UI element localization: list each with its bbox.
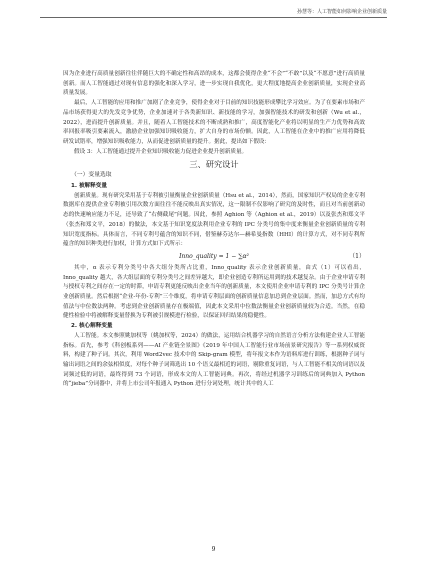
header-rule: [40, 17, 387, 18]
running-header: 孙慧等：人工智能如何影响企业创新质量: [296, 9, 387, 15]
equation-body: Inno_quality = 1 − ∑α²: [179, 252, 249, 260]
equation: [63, 250, 365, 264]
paragraph: 创新质量。现有研究采用基于专利被引量衡量企业创新质量（Hsu et al.，2014），然而，国家知识产权局的企业专利数据库在提供企业专利被引用次数方面往往不能反映出真实情况，这一限制不仅影响了研究的及时性，而且对当前创新动态的快速响应能力不足，还导致了“右侧截尾”问题。因此，参照 Aghion 等（Aghion et al.，2019）以及张杰和郑文平（张杰和郑文平，2018）的做法，本文基于知识宽度法利用企业专利的 IPC 分类号的集中度来衡量企业创新质量的专利知识宽度指标。具体而言，不同专利号蕴含的知识不同，借鉴赫芬达尔—赫希曼指数（HHI）的计算方式，对不同专利所蕴含的知识种类进行加权，计算方式如下式所示：: [63, 192, 365, 248]
paragraph: 人工智能。本文参照姚加权等（姚加权等，2024）的做法，运用结合机器学习的自然语言分析方法构建企业人工智能指标。首先，参考《科创板系列——AI 产业链全景图》《2019 年中国人工智能行业市场前景研究报告》等一系列权威资料，构建了种子词。其次，利用 Word2vec 技术中的 Skip-gram 模型，将年报文本作为语料库进行训练，根据种子词与输出词语之间的余弦相似度，对每个种子词筛选出 10 个语义最相近的词语，剔除重复词语，与人工智能不相关的词语以及词频过低的词语，最终得到 73 个词语，形成本文的人工智能词典。再次，将经过机器学习训练后的词典加入 Python 的“jieba”分词器中，并将上市公司年报通入 Python 进行分词处理，统计其中的人工: [63, 332, 365, 388]
paragraph: 因为企业进行高质量创新往往伴随巨大的不确定性和高昂的成本，这都会使得企业“不会”“不敢”以及“不愿意”进行高质量创新。而人工智能通过对现有信息的强化和深入学习，进一步实现自我优化，更大程度地提高企业创新质量，实现企业高质量发展。: [63, 71, 365, 97]
subsection-heading: （一）变量选取: [71, 172, 112, 179]
paragraph: 最后，人工智能的应用和推广加剧了企业竞争，使得企业对于目前的知识技能形成攀比学习效应。为了在要素市场和产品市场获得更大的先发竞争优势，企业加速对于各类新知识、新技能的学习，加强智能技术的研发和创新（Wu et al.，2022），进而提升创新质量。并且，随着人工智能技术的不断成熟和推广，高度智能化产业将以明显的生产力优势和高效率回报率吸引要素流入，激励企业加强知识吸收能力，扩大自身的市场份额。因此，人工智能在企业中的推广应用将降低研发试错率，增强知识吸收能力，从而促进创新质量的提升。据此，提出如下假设：: [63, 100, 365, 145]
variable-heading: 2. 核心解释变量: [71, 323, 113, 330]
variable-heading: 1. 被解释变量: [71, 183, 107, 190]
article-body: [63, 70, 365, 390]
section-title: 三、研究设计: [189, 159, 239, 170]
paragraph: 其中，α 表示专利分类号中各大组分类所占比重，Inno_quality 表示企业创新质量，由式（1）可以看出，Inno_quality 越大，各大组层面的专利分类号之间差异越大，即企业创造专利所运用到的技术越复杂。由于企业申请专利与授权专利之间存在一定的时滞，申请专利更能反映出企业当年的创新质量，本文使用企业申请专利的 IPC 分类号计算企业创新质量。然后根据“企业-年份-专利”三个维度，将申请专利层面的创新质量信息加总到企业层面。然而，加总方式有均值法与中位数法两种。考虑到企业创新质量存在极端值，因此本文采用中位数法衡量企业创新质量较为合适。当然，在稳健性检验中将被解释变量替换为专利被引规模进行检验，以保证回归结果的稳健性。: [63, 264, 365, 320]
hypothesis: 假设 3：人工智能通过提升企业知识吸收能力促进企业提升创新质量。: [74, 148, 248, 155]
equation-number: （1）: [349, 252, 365, 260]
page-number: 9: [211, 546, 216, 553]
